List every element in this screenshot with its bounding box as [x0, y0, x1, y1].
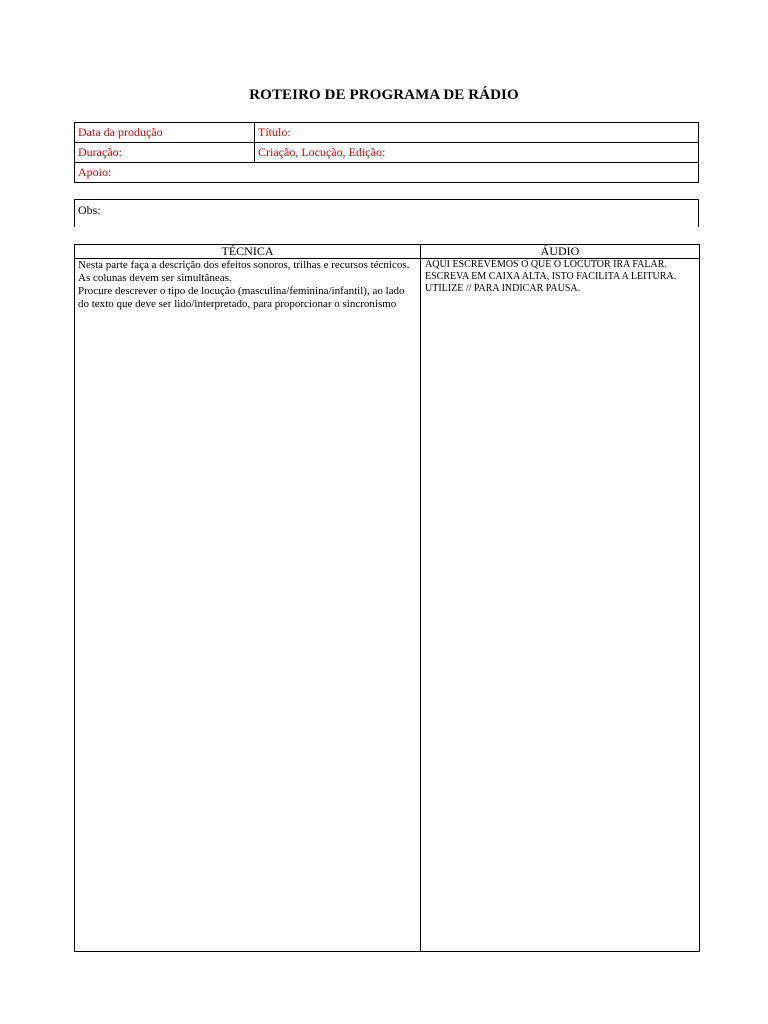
- tecnica-paragraph: Procure descrever o tipo de locução (masculina/feminina/infantil), ao lado do texto que deve ser lido/interpretado, para proporcionar o sincronismo: [78, 285, 405, 310]
- audio-line: ESCREVA EM CAIXA ALTA, ISTO FACILITA A LEITURA.: [425, 271, 677, 282]
- audio-header: ÁUDIO: [540, 244, 580, 258]
- script-table: [74, 244, 700, 952]
- title-field[interactable]: Título:: [258, 125, 291, 139]
- obs-label: Obs:: [78, 203, 101, 217]
- audio-line: UTILIZE // PARA INDICAR PAUSA.: [425, 283, 581, 294]
- support-field[interactable]: Apoio:: [78, 165, 112, 179]
- tecnica-paragraph: Nesta parte faça a descrição dos efeitos sonoros, trilhas e recursos técnicos. As colunas devem ser simultâneas.: [78, 259, 410, 284]
- audio-column[interactable]: [425, 259, 697, 295]
- info-row-support: [75, 163, 698, 183]
- document-title: ROTEIRO DE PROGRAMA DE RÁDIO: [249, 87, 519, 103]
- production-date-field[interactable]: Data da produção: [75, 123, 255, 143]
- column-divider: [420, 245, 421, 951]
- audio-line: AQUI ESCREVEMOS O QUE O LOCUTOR IRA FALAR.: [425, 259, 667, 270]
- duration-field[interactable]: Duração:: [75, 143, 255, 163]
- obs-box[interactable]: [74, 199, 699, 227]
- credits-field[interactable]: Criação, Locução, Edição:: [258, 145, 386, 159]
- info-row-production: [75, 123, 698, 143]
- tecnica-column[interactable]: [78, 259, 413, 311]
- info-row-duration: [75, 143, 698, 163]
- production-info-table: [74, 122, 699, 183]
- tecnica-header: TÉCNICA: [221, 244, 274, 258]
